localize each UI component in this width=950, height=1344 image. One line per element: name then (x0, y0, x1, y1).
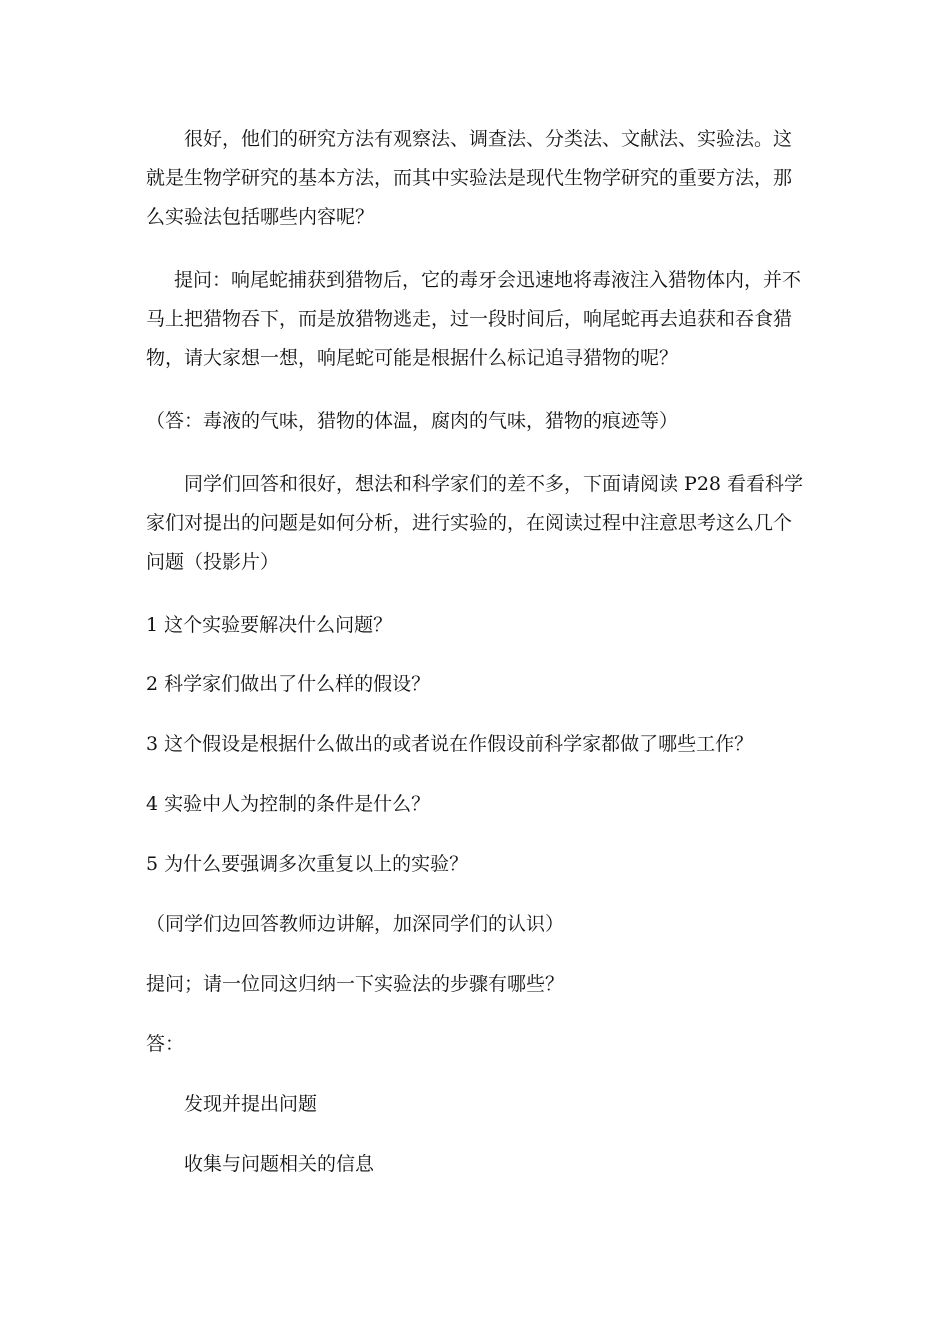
question-4 (146, 785, 816, 824)
text-line: （同学们边回答教师边讲解，加深同学们的认识） (146, 913, 565, 935)
text-line: （答：毒液的气味，猎物的体温，腐肉的气味，猎物的痕迹等） (146, 410, 679, 432)
text-line: 提问；请一位同这归纳一下实验法的步骤有哪些？ (146, 973, 565, 995)
question-5 (146, 845, 816, 884)
text-line: 很好，他们的研究方法有观察法、调查法、分类法、文献法、实验法。这 (184, 128, 793, 150)
text-line: 5 为什么要强调多次重复以上的实验？ (146, 853, 469, 875)
paragraph-answer-1 (146, 402, 816, 441)
paragraph-rattlesnake-question (146, 261, 816, 378)
text-line: 答： (146, 1033, 185, 1055)
step-1 (146, 1085, 816, 1124)
text-line: 2 科学家们做出了什么样的假设？ (146, 673, 431, 695)
text-line: 同学们回答和很好，想法和科学家们的差不多，下面请阅读 P28 看看科学 (184, 473, 804, 495)
question-1 (146, 606, 816, 645)
paragraph-reading-task (146, 465, 816, 582)
text-line: 4 实验中人为控制的条件是什么？ (146, 793, 431, 815)
paragraph-research-methods (146, 120, 816, 237)
text-line: 1 这个实验要解决什么问题？ (146, 614, 393, 636)
text-line: 收集与问题相关的信息 (184, 1153, 375, 1175)
text-line: 家们对提出的问题是如何分析，进行实验的，在阅读过程中注意思考这么几个 (146, 512, 793, 534)
text-line: 就是生物学研究的基本方法，而其中实验法是现代生物学研究的重要方法，那 (146, 167, 793, 189)
text-line: 提问：响尾蛇捕获到猎物后，它的毒牙会迅速地将毒液注入猎物体内，并不 (174, 269, 802, 291)
text-line: 物，请大家想一想，响尾蛇可能是根据什么标记追寻猎物的呢？ (146, 347, 679, 369)
paragraph-discussion-note (146, 905, 816, 944)
paragraph-answer-label (146, 1025, 816, 1064)
paragraph-summary-question (146, 965, 816, 1004)
text-line: 么实验法包括哪些内容呢？ (146, 206, 375, 228)
text-line: 马上把猎物吞下，而是放猎物逃走，过一段时间后，响尾蛇再去追获和吞食猎 (146, 308, 793, 330)
text-line: 3 这个假设是根据什么做出的或者说在作假设前科学家都做了哪些工作？ (146, 733, 754, 755)
text-line: 问题（投影片） (146, 551, 280, 573)
text-line: 发现并提出问题 (184, 1093, 318, 1115)
step-2 (146, 1145, 816, 1184)
question-2 (146, 665, 816, 704)
question-3 (146, 725, 816, 764)
